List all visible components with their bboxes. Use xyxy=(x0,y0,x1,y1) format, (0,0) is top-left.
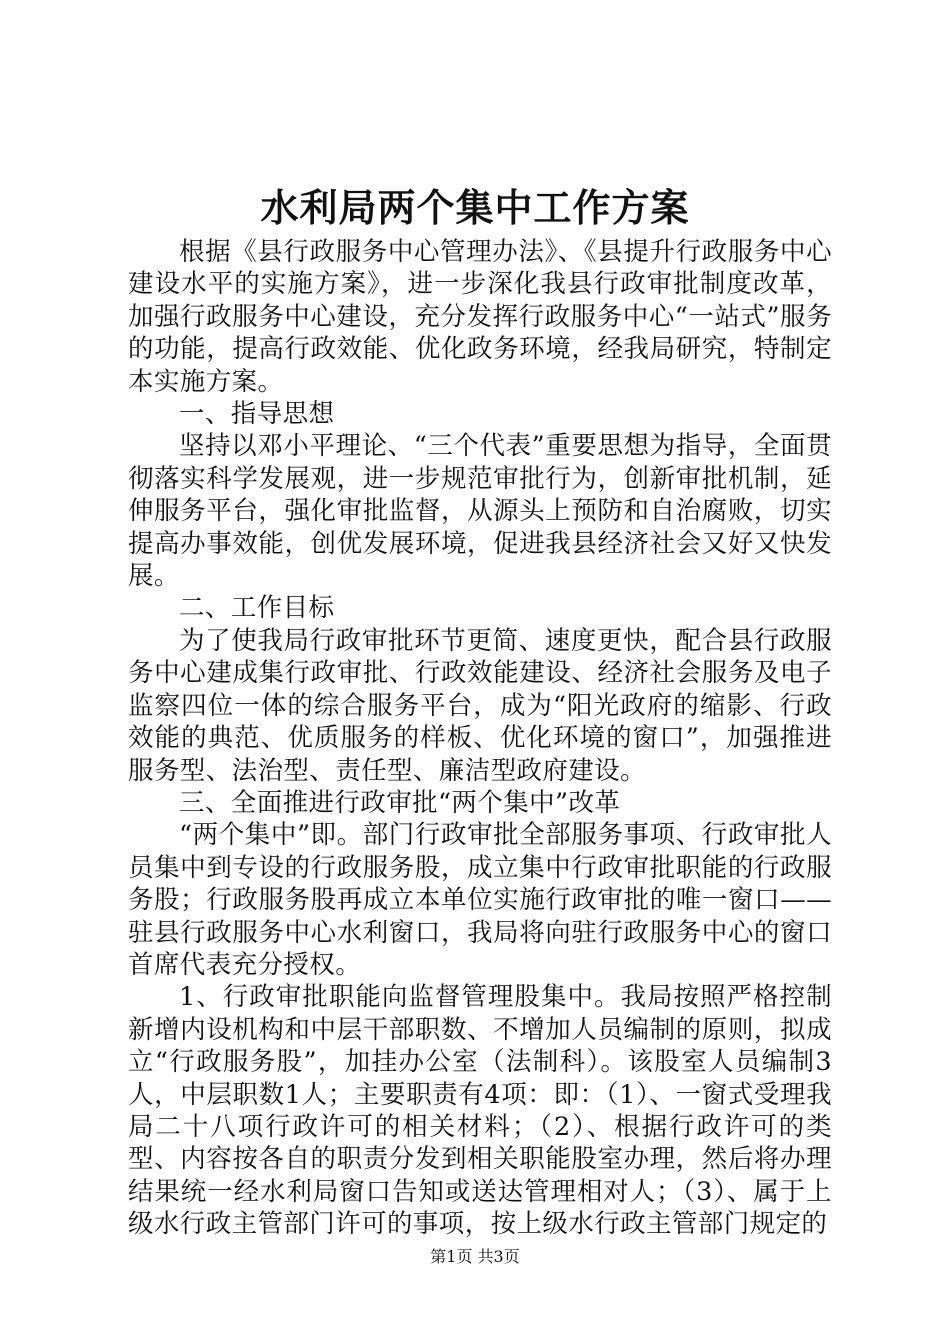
item-one-paragraph: 1、行政审批职能向监督管理股集中。我局按照严格控制新增内设机构和中层干部职数、不增加人员编制的原则，拟成立“行政服务股”，加挂办公室（法制科）。该股室人员编制3人，中层职数1人；主要职责有4项：即：（1）、一窗式受理我局二十八项行政许可的相关材料；（2）、根据行政许可的类型、内容按各自的职责分发到相关职能股室办理，然后将办理结果统一经水利局窗口告知或送达管理相对人；（3）、属于上级水行政主管部门许可的事项，按上级水行政主管部门规定的 xyxy=(128,982,832,1240)
guiding-thought-paragraph: 坚持以邓小平理论、“三个代表”重要思想为指导，全面贯彻落实科学发展观，进一步规范审批行为，创新审批机制，延伸服务平台，强化审批监督，从源头上预防和自治腐败，切实提高办事效能，创优发展环境，促进我县经济社会又好又快发展。 xyxy=(128,431,832,592)
section-heading-guiding-thought: 一、指导思想 xyxy=(179,399,335,430)
intro-paragraph: 根据《县行政服务中心管理办法》、《县提升行政服务中心建设水平的实施方案》，进一步深化我县行政审批制度改革，加强行政服务中心建设，充分发挥行政服务中心“一站式”服务的功能，提高行政效能、优化政务环境，经我局研究，特制定本实施方案。 xyxy=(128,237,832,397)
reform-paragraph: “两个集中”即。部门行政审批全部服务事项、行政审批人员集中到专设的行政服务股，成立集中行政审批职能的行政服务股；行政服务股再成立本单位实施行政审批的唯一窗口——驻县行政服务中心水利窗口，我局将向驻行政服务中心的窗口首席代表充分授权。 xyxy=(128,820,832,980)
section-heading-work-goal: 二、工作目标 xyxy=(179,593,335,624)
document-title: 水利局两个集中工作方案 xyxy=(260,185,690,230)
work-goal-paragraph: 为了使我局行政审批环节更简、速度更快，配合县行政服务中心建成集行政审批、行政效能建设、经济社会服务及电子监察四位一体的综合服务平台，成为“阳光政府的缩影、行政效能的典范、优质服务的样板、优化环境的窗口”，加强推进服务型、法治型、责任型、廉洁型政府建设。 xyxy=(128,625,832,786)
document-body xyxy=(128,236,832,1241)
section-heading-reform: 三、全面推进行政审批“两个集中”改革 xyxy=(179,787,621,818)
page-footer: 第1页 共3页 xyxy=(430,1247,520,1266)
